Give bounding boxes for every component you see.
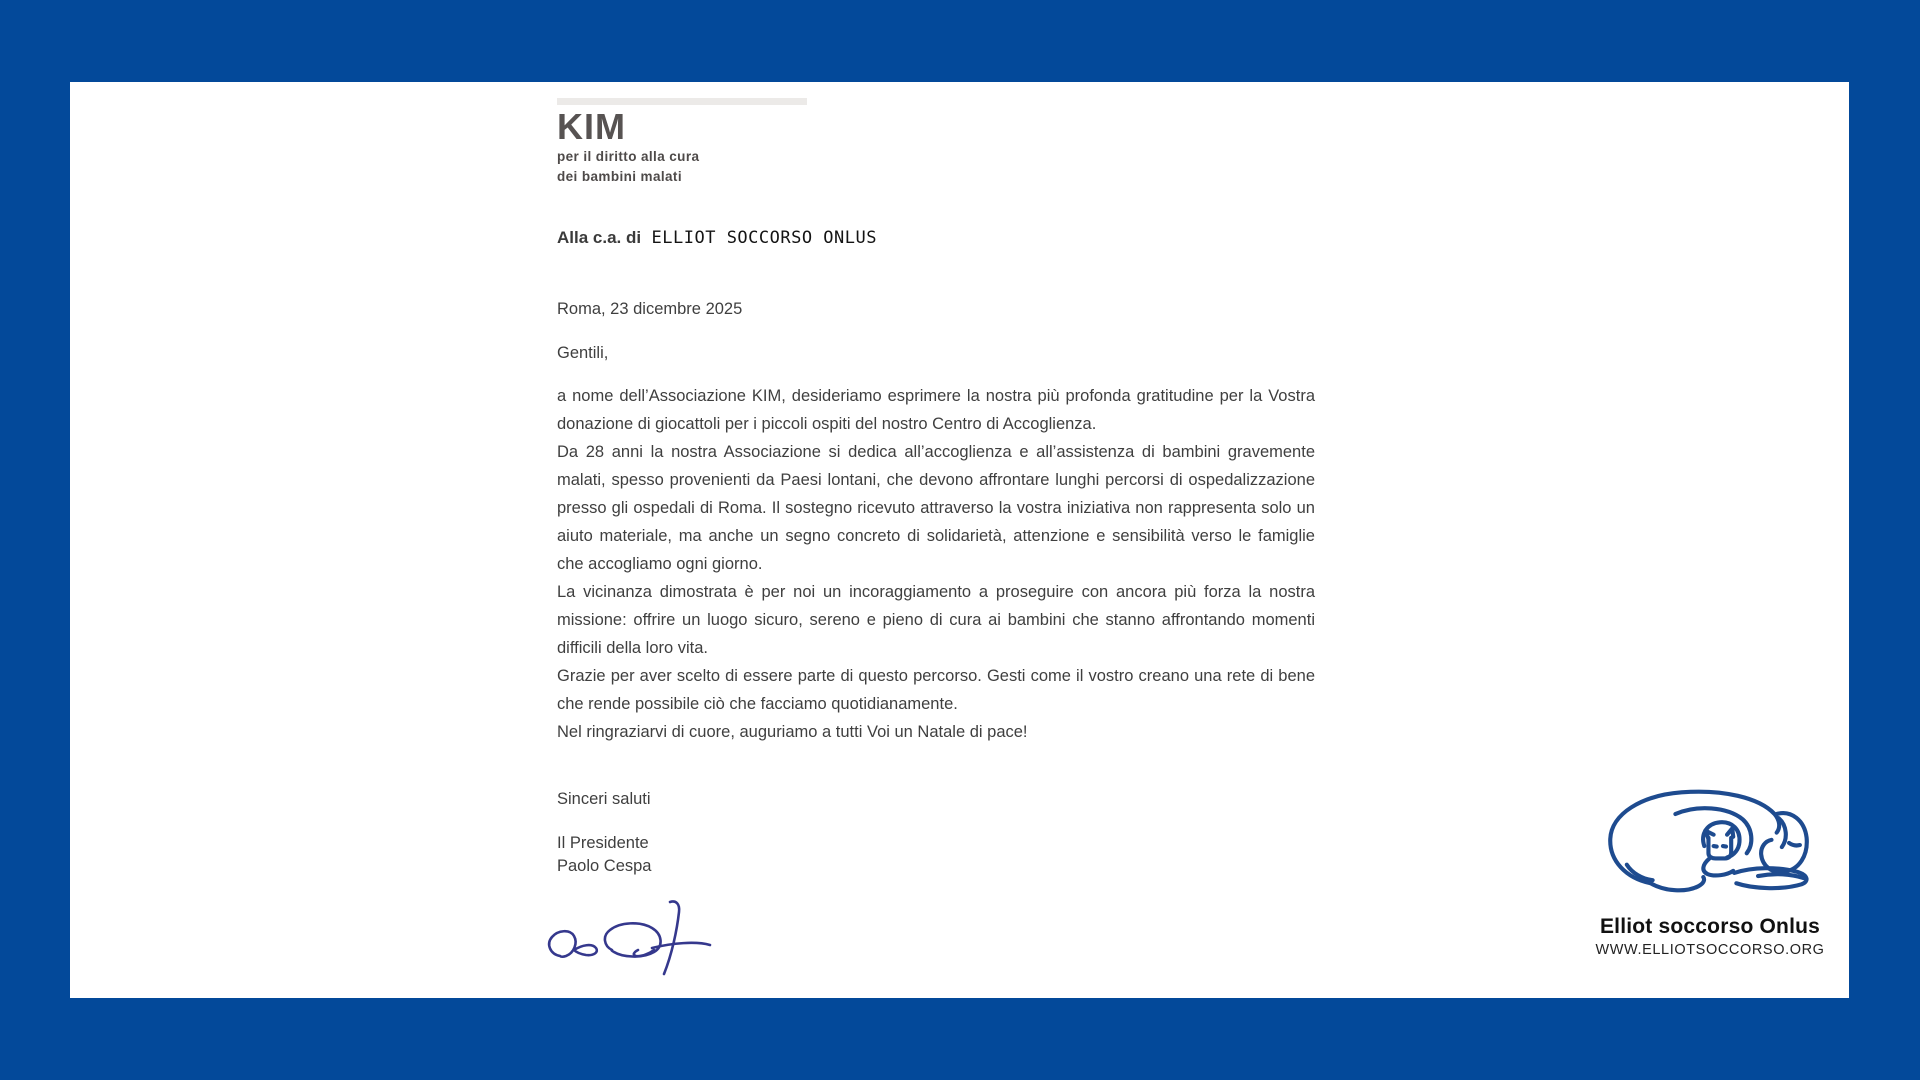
paragraph-3: La vicinanza dimostrata è per noi un incoraggiamento a proseguire con ancora più forza la nostra missione: offrire un luogo sicuro, sereno e pieno di cura ai bambini che stanno affrontando momenti difficili della loro vita. <box>557 583 1315 657</box>
signer-name: Paolo Cespa <box>557 857 652 875</box>
kim-letterhead <box>557 98 829 185</box>
signer-title: Il Presidente <box>557 834 649 852</box>
kim-tagline-line1: per il diritto alla cura <box>557 149 700 164</box>
signature-ink <box>538 898 728 978</box>
paragraph-2: Da 28 anni la nostra Associazione si dedica all’accoglienza e all’assistenza di bambini gravemente malati, spesso provenienti da Paesi lontani, che devono affrontare lunghi percorsi di ospedalizzazione presso gli ospedali di Roma. Il sostegno ricevuto attraverso la vostra iniziativa non rappresenta solo un aiuto materiale, ma anche un segno concreto di solidarietà, attenzione e sensibilità verso le famiglie che accogliamo ogni giorno. <box>557 443 1315 573</box>
sleeping-dog-and-cat-icon <box>1598 782 1822 906</box>
kim-logo: KIM <box>557 106 626 147</box>
paragraph-4: Grazie per aver scelto di essere parte di questo percorso. Gesti come il vostro creano una rete di bene che rende possibile ciò che facciamo quotidianamente. <box>557 667 1315 713</box>
footer-website: WWW.ELLIOTSOCCORSO.ORG <box>1595 942 1825 958</box>
recipient-name: ELLIOT SOCCORSO ONLUS <box>651 228 877 248</box>
letter-body <box>557 382 1315 746</box>
kim-tagline-line2: dei bambini malati <box>557 169 682 184</box>
paragraph-5: Nel ringraziarvi di cuore, auguriamo a tutti Voi un Natale di pace! <box>557 723 1028 741</box>
salutation: Gentili, <box>557 344 609 362</box>
recipient-label: Alla c.a. di <box>557 228 642 247</box>
paragraph-1: a nome dell’Associazione KIM, desideriamo esprimere la nostra più profonda gratitudine per la Vostra donazione di giocattoli per i piccoli ospiti del nostro Centro di Accoglienza. <box>557 387 1315 433</box>
valediction: Sinceri saluti <box>557 790 651 808</box>
dateline: Roma, 23 dicembre 2025 <box>557 300 743 318</box>
signer-block <box>557 832 651 878</box>
recipient-line <box>557 228 877 248</box>
footer-logo-block <box>1548 782 1872 958</box>
letterhead-image-edge <box>557 98 807 105</box>
footer-org-name: Elliot soccorso Onlus <box>1599 915 1821 938</box>
letter-page <box>70 82 1849 998</box>
